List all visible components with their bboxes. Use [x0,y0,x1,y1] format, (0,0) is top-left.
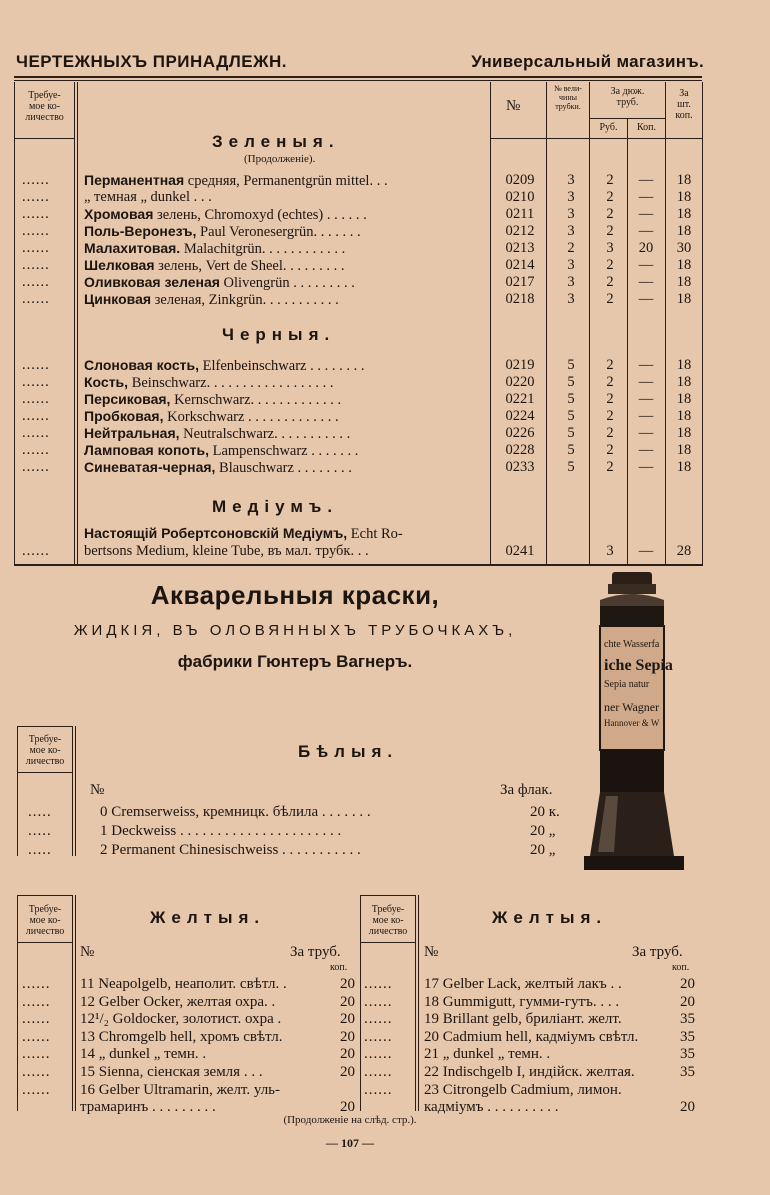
black-per-piece: 18 [676,391,692,407]
green-code: 0217 [505,274,535,290]
black-code: 0224 [505,408,535,424]
yellow-right-item: 21 „ dunkel „ темн. . [424,1046,551,1063]
green-row [0,274,770,291]
green-name-rest: Paul Veronesergrün. . . . . . . [196,224,361,240]
table-border-right [702,82,703,566]
table-divider-qty-double [77,82,78,566]
black-name-bold: Пробковая, [84,408,164,424]
white-qty: ..... [28,823,52,839]
green-per-piece: 18 [676,223,692,239]
green-code: 0209 [505,172,535,188]
yellow-right-box-right [415,895,416,1111]
green-kop: — [638,172,654,188]
black-per-piece: 18 [676,442,692,458]
green-row [0,206,770,223]
yellow-left-item: трамаринъ . . . . . . . . . [80,1099,216,1116]
yellow-right-item: 20 Cadmium hell, кадміумъ свѣтл. [424,1028,639,1045]
green-qty: ...... [22,223,50,239]
black-code: 0226 [505,425,535,441]
tube-label-1: chte Wasserfa [604,639,660,650]
yellow-left-price: 20 [340,993,355,1010]
green-name-rest: Malachitgrün. . . . . . . . . . . . [180,241,346,257]
yellow-left-item: 12 Gelber Ocker, желтая охра. . [80,993,276,1010]
green-name-rest: зеленая, Zinkgrün. . . . . . . . . . . [151,292,339,308]
section-title-medium: Медіумъ. [212,497,339,516]
black-row [0,425,770,442]
green-row [0,240,770,257]
medium-bold-name: Настоящій Робертсоновскій Медіумъ, [84,525,348,541]
yellow-right-box-right-double [418,895,419,1111]
green-tube-size: 3 [567,189,575,205]
green-kop: — [638,257,654,273]
black-rub: 2 [606,425,614,441]
green-name [84,189,486,206]
white-box-right-double [75,726,76,856]
yellow-right-price: 20 [680,1099,695,1116]
per-dozen-header: За дюж. труб. [610,86,645,108]
green-name-rest: зелень, Chromoxyd (echtes) . . . . . . [153,207,367,223]
yellow-right-item: 17 Gelber Lack, желтый лакъ . . [424,976,622,992]
yellow-right-price: 35 [680,1046,695,1063]
section-title-white: Бѣлыя. [298,742,399,761]
white-item: 2 Permanent Chinesischweiss . . . . . . . . . . . [100,842,361,858]
green-rub: 2 [606,206,614,222]
green-name-rest: средняя, Permanentgrün mittel. . . [184,173,388,189]
green-tube-size: 3 [567,291,575,307]
white-price: 20 к. [530,804,560,820]
black-name-bold: Персиковая, [84,391,171,407]
white-box-head-rule [17,772,72,773]
black-name-rest: Neutralschwarz. . . . . . . . . . . [179,426,351,442]
medium-name-tail: Echt Ro- [347,526,403,542]
black-row [0,374,770,391]
section-title-yellow-right: Желтыя. [492,908,608,927]
tube-size-header: № вели- чины трубки. [554,84,582,111]
table-divider-code [490,82,491,566]
yellow-left-item: 13 Chromgelb hell, хромъ свѣтл. [80,1028,283,1045]
black-name-bold: Кость, [84,374,129,390]
black-name-rest: Lampenschwarz . . . . . . . [208,443,359,459]
yellow-left-price-header: За труб. [290,944,341,960]
black-per-piece: 18 [676,374,692,390]
black-code: 0220 [505,374,535,390]
yellow-left-qty: ...... [22,1081,51,1098]
medium-row-line2 [0,543,770,560]
black-kop: — [638,425,654,441]
yellow-right-item: кадміумъ . . . . . . . . . . [424,1099,559,1116]
white-qty-header: Требуе- мое ко- личество [25,734,65,767]
black-kop: — [638,442,654,458]
black-per-piece: 18 [676,425,692,441]
black-tube-size: 5 [567,408,575,424]
black-name-rest: Elfenbeinschwarz . . . . . . . . [198,358,365,374]
green-kop: — [638,223,654,239]
yellow-left-price: 20 [340,1046,355,1063]
green-code: 0213 [505,240,535,256]
medium-kop: — [638,543,654,559]
green-name-bold: Шелковая [84,257,155,273]
tube-label-4: ner Wagner [604,700,660,714]
black-name-rest: Beinschwarz. . . . . . . . . . . . . . . . . . [128,375,334,391]
yellow-left-box-right-double [75,895,76,1111]
yellow-left-price: 20 [340,1099,355,1116]
black-kop: — [638,391,654,407]
green-code: 0210 [505,189,535,205]
yellow-right-price: 35 [680,1064,695,1080]
black-qty: ...... [22,374,50,390]
table-border-left [14,82,15,566]
green-rub: 2 [606,189,614,205]
black-kop: — [638,408,654,424]
black-rub: 2 [606,408,614,424]
yellow-right-qty: ...... [364,1081,393,1098]
yellow-left-qty-header: Требуе- мое ко- личество [25,904,65,937]
yellow-left-number-header: № [80,944,95,960]
yellow-left-item: 14 „ dunkel „ темн. . [80,1046,207,1063]
tube-label-2: iche Sepia [604,657,673,674]
green-per-piece: 30 [676,240,692,256]
yellow-right-price: 35 [680,1011,695,1028]
white-item: 1 Deckweiss . . . . . . . . . . . . . . . . . . . . . . [100,823,342,839]
black-row [0,442,770,459]
green-code: 0218 [505,291,535,307]
yellow-left-qty: ...... [22,993,51,1010]
qty-column-header: Требуе- мое ко- личество [25,90,64,123]
yellow-right-price: 20 [680,976,695,992]
black-code: 0219 [505,357,535,373]
number-column-header: № [506,98,521,114]
yellow-right-head-rule [360,942,415,943]
green-name-bold: Оливковая зеленая [84,274,220,290]
green-name-bold: Поль-Веронезъ, [84,223,197,239]
yellow-right-qty: ...... [364,1011,393,1028]
black-per-piece: 18 [676,357,692,373]
green-name [84,223,486,241]
rub-header: Руб. [599,122,618,133]
black-tube-size: 5 [567,357,575,373]
black-name-bold: Слоновая кость, [84,357,199,373]
yellow-right-item: 18 Gummigutt, гумми-гутъ. . . . [424,993,620,1010]
black-qty: ...... [22,442,50,458]
yellow-left-box-top [17,895,72,896]
black-rub: 2 [606,357,614,373]
yellow-left-price: 20 [340,1028,355,1045]
green-row [0,223,770,240]
watercolor-maker: фабрики Гюнтеръ Вагнеръ. [177,652,413,671]
black-code: 0221 [505,391,535,407]
table-divider-dz [546,82,547,566]
watercolor-subtitle: ЖИДКІЯ, ВЪ ОЛОВЯННЫХЪ ТРУБОЧКАХЪ, [73,622,517,639]
green-name-bold: Малахитовая. [84,240,181,256]
black-tube-size: 5 [567,425,575,441]
black-qty: ...... [22,391,50,407]
yellow-left-box-right [72,895,73,1111]
green-per-piece: 18 [676,274,692,290]
black-qty: ...... [22,357,50,373]
yellow-left-price: 20 [340,1011,355,1028]
white-price-header: За флак. [500,782,553,798]
green-name-bold: Перманентная [84,172,185,188]
black-name [84,374,486,392]
green-qty: ...... [22,172,50,188]
yellow-left-price: 20 [340,976,355,992]
black-qty: ...... [22,408,50,424]
yellow-right-qty: ...... [364,1046,393,1063]
yellow-right-box-top [360,895,415,896]
yellow-right-item: 19 Brillant gelb, бриліант. желт. [424,1011,622,1028]
green-name-rest: „ темная „ dunkel . . . [84,189,212,205]
green-name [84,172,486,190]
black-name [84,357,486,375]
black-rub: 2 [606,459,614,475]
watercolor-title: Акварельныя краски, [150,580,440,610]
white-qty: ..... [28,804,52,820]
green-kop: — [638,291,654,307]
green-tube-size: 3 [567,172,575,188]
green-rub: 2 [606,274,614,290]
yellow-right-price: 20 [680,993,695,1010]
green-per-piece: 18 [676,257,692,273]
black-name [84,408,486,426]
white-price: 20 „ [530,842,556,858]
table-divider-qty [74,82,75,566]
black-kop: — [638,357,654,373]
section-title-green: Зеленыя. [212,132,340,151]
yellow-right-qty: ...... [364,1064,393,1080]
yellow-right-item: 23 Citrongelb Cadmium, лимон. [424,1081,622,1098]
footer-continued: (Продолженіе на слѣд. стр.). [283,1114,417,1126]
per-piece-header: За шт. коп. [675,88,693,121]
green-qty: ...... [22,206,50,222]
black-qty: ...... [22,459,50,475]
green-kop: 20 [638,240,654,256]
tube-label-5: Hannover & W [604,718,660,728]
green-name [84,240,486,258]
green-name [84,274,486,292]
black-kop: — [638,374,654,390]
green-kop: — [638,189,654,205]
header-rule [14,76,702,78]
green-code: 0211 [505,206,535,222]
yellow-right-price: 35 [680,1028,695,1045]
green-code: 0212 [505,223,535,239]
yellow-right-unit: коп. [672,962,690,973]
yellow-left-item: 16 Gelber Ultramarin, желт. уль- [80,1081,281,1098]
green-rub: 2 [606,257,614,273]
green-row [0,172,770,189]
black-qty: ...... [22,425,50,441]
green-name [84,206,486,224]
paint-tube-illustration [578,570,690,890]
table-divider-pc [665,82,666,566]
black-per-piece: 18 [676,459,692,475]
green-rub: 3 [606,240,614,256]
green-per-piece: 18 [676,172,692,188]
yellow-left-item: 15 Sienna, сіенская земля . . . [80,1064,263,1080]
black-code: 0228 [505,442,535,458]
green-name-rest: зелень, Vert de Sheel. . . . . . . . . [154,258,345,274]
green-tube-size: 3 [567,206,575,222]
yellow-left-price: 20 [340,1064,355,1080]
black-tube-size: 5 [567,442,575,458]
black-rub: 2 [606,442,614,458]
green-row [0,189,770,206]
black-row [0,391,770,408]
medium-code: 0241 [505,543,535,559]
yellow-right-qty: ...... [364,1028,393,1045]
yellow-left-qty: ...... [22,1064,51,1080]
black-tube-size: 5 [567,374,575,390]
medium-pc: 28 [676,543,692,559]
yellow-left-qty: ...... [22,1046,51,1063]
green-row [0,291,770,308]
header-left-title: ЧЕРТЕЖНЫХЪ ПРИНАДЛЕЖН. [16,52,287,71]
black-tube-size: 5 [567,391,575,407]
green-tube-size: 3 [567,274,575,290]
page-number: — 107 — [326,1136,374,1150]
black-kop: — [638,459,654,475]
black-row [0,459,770,476]
green-qty: ...... [22,189,50,205]
green-qty: ...... [22,274,50,290]
medium-name-line2: bertsons Medium, kleine Tube, въ мал. трубк. . . [84,543,369,559]
section-title-black: Черныя. [222,325,336,344]
white-qty: ..... [28,842,52,858]
green-qty: ...... [22,257,50,273]
white-box-top [17,726,72,727]
black-per-piece: 18 [676,408,692,424]
green-rub: 2 [606,291,614,307]
white-number-header: № [90,782,105,798]
table-divider-rub [589,82,590,566]
section-title-yellow-left: Желтыя. [150,908,266,927]
white-box-right [72,726,73,856]
black-name [84,442,486,460]
yellow-left-qty: ...... [22,976,51,992]
black-rub: 2 [606,391,614,407]
green-name-rest: Olivengrün . . . . . . . . . [219,275,355,291]
yellow-right-qty-header: Требуе- мое ко- личество [368,904,408,937]
yellow-right-number-header: № [424,944,439,960]
top-table-bottom-rule [14,564,702,566]
green-kop: — [638,206,654,222]
black-row [0,357,770,374]
white-price: 20 „ [530,823,556,839]
green-tube-size: 2 [567,240,575,256]
green-name [84,257,486,275]
section-note-green: (Продолженіе). [244,153,316,165]
dozen-head-rule [589,118,665,119]
yellow-left-head-rule [17,942,72,943]
green-per-piece: 18 [676,206,692,222]
yellow-left-qty: ...... [22,1011,51,1028]
green-kop: — [638,274,654,290]
header-right-title: Универсальный магазинъ. [471,52,704,71]
green-name-bold: Цинковая [84,291,152,307]
black-name-rest: Korkschwarz . . . . . . . . . . . . . [163,409,339,425]
black-row [0,408,770,425]
black-name [84,425,486,443]
yellow-left-item: 11 Neapolgelb, неаполит. свѣтл. . [80,976,287,992]
green-per-piece: 18 [676,189,692,205]
green-qty: ...... [22,291,50,307]
green-rub: 2 [606,172,614,188]
yellow-right-qty: ...... [364,976,393,992]
black-name-bold: Синеватая-черная, [84,459,216,475]
green-code: 0214 [505,257,535,273]
kop-header: Коп. [636,122,657,133]
header-rule-thin [14,80,702,81]
green-per-piece: 18 [676,291,692,307]
green-name-bold: Хромовая [84,206,154,222]
green-tube-size: 3 [567,223,575,239]
green-rub: 2 [606,223,614,239]
black-tube-size: 5 [567,459,575,475]
yellow-right-qty: ...... [364,993,393,1010]
qty-head-rule [14,138,74,139]
white-item: 0 Cremserweiss, кремницк. бѣлила . . . . . . . [100,804,371,820]
yellow-right-item: 22 Indischgelb I, индійск. желтая. [424,1064,635,1080]
black-name-rest: Blauschwarz . . . . . . . . [215,460,352,476]
green-name [84,291,486,309]
black-name-rest: Kernschwarz. . . . . . . . . . . . . [170,392,342,408]
medium-qty: ...... [22,543,50,559]
black-name-bold: Ламповая копоть, [84,442,209,458]
green-tube-size: 3 [567,257,575,273]
yellow-left-item: 12¹/₂ Goldocker, золотист. охра . [80,1011,282,1028]
tube-label-3: Sepia natur [604,679,650,690]
black-name-bold: Нейтральная, [84,425,180,441]
price-head-rule [490,138,702,139]
medium-rub: 3 [606,543,614,559]
yellow-right-price-header: За труб. [632,944,683,960]
black-name [84,391,486,409]
black-name [84,459,486,477]
yellow-left-unit: коп. [330,962,348,973]
green-row [0,257,770,274]
black-rub: 2 [606,374,614,390]
yellow-left-qty: ...... [22,1028,51,1045]
green-qty: ...... [22,240,50,256]
black-code: 0233 [505,459,535,475]
medium-row-line1 [0,525,770,542]
